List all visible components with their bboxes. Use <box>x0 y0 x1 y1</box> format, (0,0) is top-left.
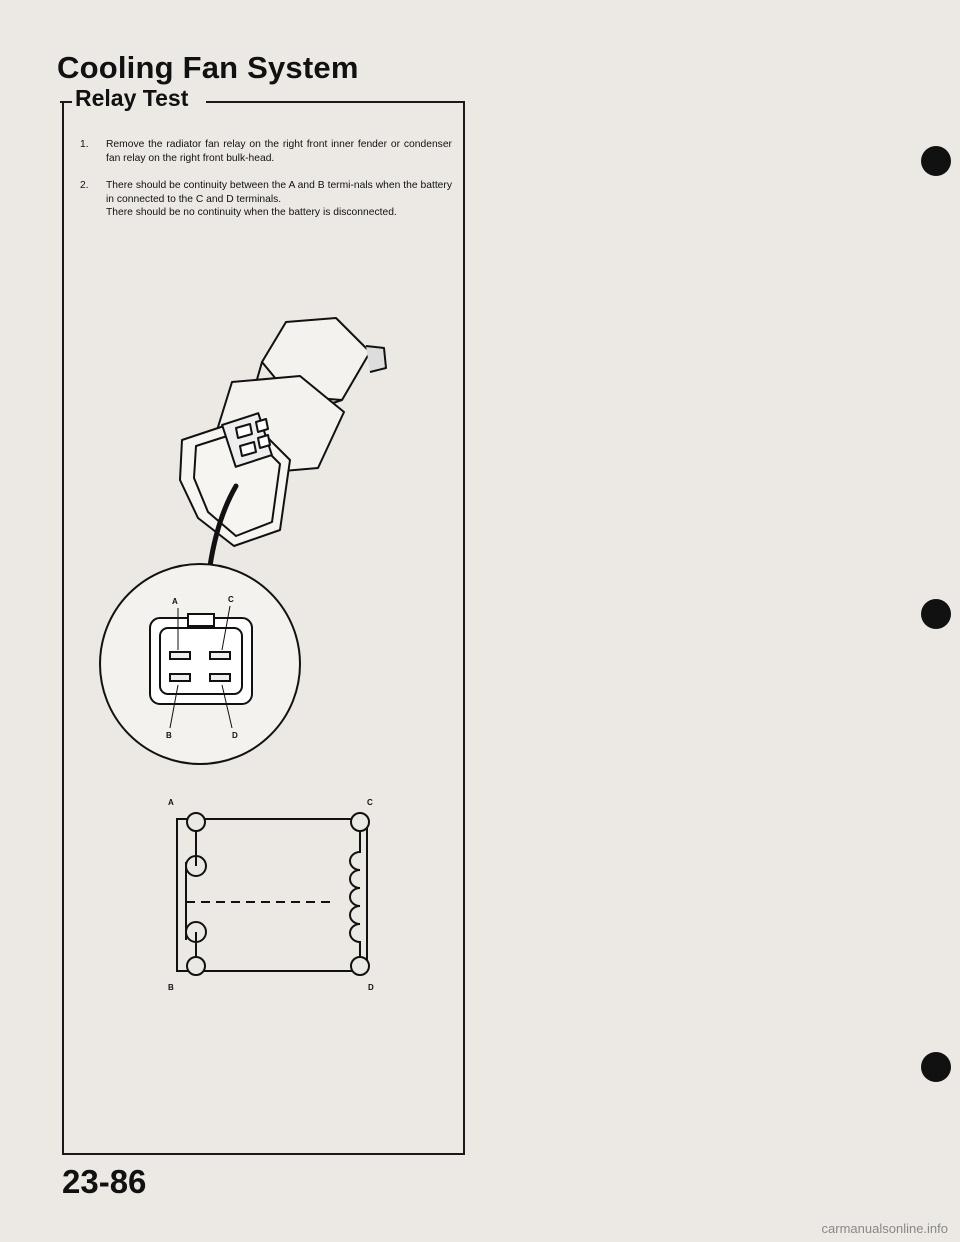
connector-label-a: A <box>172 597 178 606</box>
schematic-label-b: B <box>168 983 174 992</box>
section-title: Relay Test <box>75 85 189 111</box>
connector-label-c: C <box>228 595 234 604</box>
schematic-box <box>177 819 367 971</box>
schematic-terminal-d <box>351 957 369 975</box>
connector-label-d: D <box>232 731 238 740</box>
relay-terminal-stub <box>366 346 386 372</box>
relay-pin-3 <box>256 419 268 432</box>
connector-key <box>188 614 214 626</box>
schematic-terminal-b <box>187 957 205 975</box>
watermark: carmanualsonline.info <box>821 1221 948 1236</box>
page-title: Cooling Fan System <box>57 50 359 85</box>
step-number: 1. <box>80 139 89 150</box>
schematic-label-c: C <box>367 798 373 807</box>
terminal-a-slot <box>170 652 190 659</box>
coil-winding <box>350 831 360 957</box>
switch-lower-contact <box>186 922 206 957</box>
connector-label-b: B <box>166 731 172 740</box>
binder-hole-marker <box>921 599 951 629</box>
terminal-d-slot <box>210 674 230 681</box>
schematic-terminal-a <box>187 813 205 831</box>
binder-hole-marker <box>921 1052 951 1082</box>
relay-pin-4 <box>258 435 270 448</box>
connector-housing <box>150 618 252 704</box>
step-paragraph: Remove the radiator fan relay on the right front inner fender or condenser fan relay on the right front bulk-head. <box>106 139 452 164</box>
relay-schematic <box>177 813 369 975</box>
page-number: 23-86 <box>62 1163 147 1200</box>
switch-upper-contact <box>186 831 206 876</box>
schematic-label-a: A <box>168 798 174 807</box>
schematic-terminal-c <box>351 813 369 831</box>
step-number: 2. <box>80 180 89 192</box>
connector-face-detail <box>100 564 300 764</box>
terminal-b-slot <box>170 674 190 681</box>
step-paragraph: There should be no continuity when the battery is disconnected. <box>106 207 397 219</box>
step-paragraph: There should be continuity between the A and B termi-nals when the battery in connected to the C and D terminals. <box>106 180 452 205</box>
schematic-label-d: D <box>368 983 374 992</box>
relay-body-illustration <box>180 318 386 566</box>
binder-hole-marker <box>921 146 951 176</box>
terminal-c-slot <box>210 652 230 659</box>
